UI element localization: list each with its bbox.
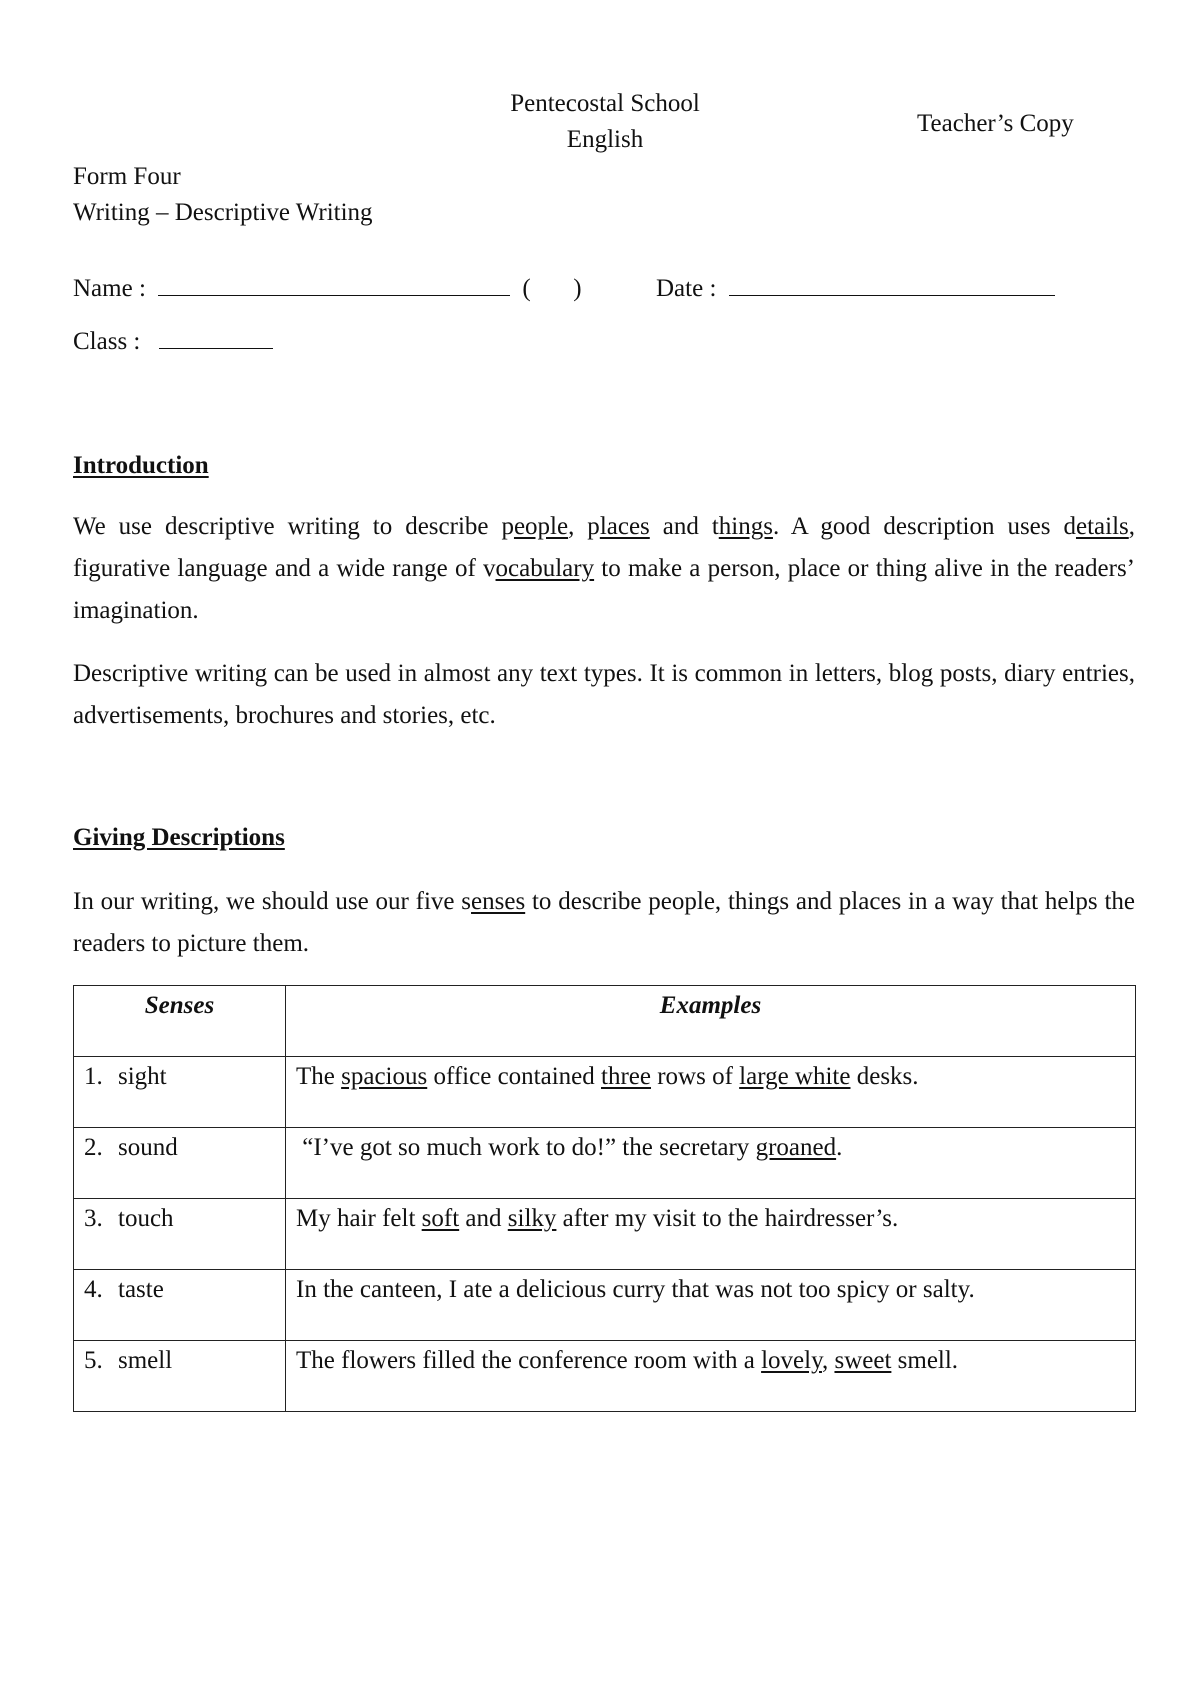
table-row — [74, 1341, 1136, 1412]
example-underlined-word: lovely — [761, 1347, 822, 1374]
example-text: , — [821, 1347, 835, 1374]
class-number-paren-close: ) — [573, 275, 582, 302]
sense-number: 2. — [84, 1134, 103, 1161]
form-label: Form Four — [73, 163, 181, 190]
example-text: “I’ve got so much work to do!” the secretary — [296, 1134, 756, 1161]
introduction-paragraph-1: We use descriptive writing to describe people, places and things. A good description uses details, figurative language and a wide range of vocabulary to make a person, place or thing alive in the readers’ imagination. — [73, 513, 1136, 624]
sense-cell — [74, 1341, 286, 1412]
example-text: The — [296, 1063, 342, 1090]
class-number-paren-open: ( — [522, 275, 531, 302]
example-cell — [286, 1199, 1136, 1270]
examples-column-header: Examples — [286, 986, 1136, 1057]
example-text: The flowers filled the conference room with a — [296, 1347, 762, 1374]
table-row — [74, 1057, 1136, 1128]
sense-name: taste — [118, 1276, 164, 1303]
sense-name: sound — [118, 1134, 178, 1161]
example-underlined-word: spacious — [341, 1063, 428, 1090]
sense-number: 3. — [84, 1205, 103, 1232]
sense-cell — [74, 1128, 286, 1199]
example-text: . — [836, 1134, 843, 1161]
example-text: My hair felt — [296, 1205, 422, 1232]
sense-name: smell — [118, 1347, 173, 1374]
senses-column-header: Senses — [74, 986, 286, 1057]
name-label: Name : — [73, 275, 146, 302]
table-row — [74, 1128, 1136, 1199]
example-text: desks. — [850, 1063, 919, 1090]
example-cell — [286, 1057, 1136, 1128]
name-field[interactable] — [73, 273, 582, 303]
example-text: smell. — [891, 1347, 959, 1374]
example-cell — [286, 1128, 1136, 1199]
table-row — [74, 1270, 1136, 1341]
example-text: and — [459, 1205, 508, 1232]
topic-label: Writing – Descriptive Writing — [73, 199, 373, 226]
class-label: Class : — [73, 328, 141, 355]
sense-number: 1. — [84, 1063, 103, 1090]
example-cell — [286, 1341, 1136, 1412]
date-field[interactable] — [656, 273, 1055, 303]
senses-table — [73, 985, 1136, 1412]
example-underlined-word: sweet — [834, 1347, 892, 1374]
example-text: rows of — [650, 1063, 740, 1090]
class-blank[interactable] — [159, 326, 273, 349]
example-cell — [286, 1270, 1136, 1341]
example-underlined-word: soft — [421, 1205, 460, 1232]
date-blank[interactable] — [729, 273, 1055, 296]
giving-descriptions-heading: Giving Descriptions — [73, 824, 285, 851]
date-label: Date : — [656, 275, 717, 302]
table-header-row — [74, 986, 1136, 1057]
subject-name: English — [566, 126, 644, 153]
sense-cell — [74, 1270, 286, 1341]
introduction-heading: Introduction — [73, 452, 209, 479]
class-field[interactable] — [73, 326, 273, 356]
name-blank[interactable] — [158, 273, 510, 296]
giving-descriptions-paragraph: In our writing, we should use our five senses to describe people, things and places in a way that helps the readers to picture them. — [73, 888, 1135, 957]
example-underlined-word: three — [601, 1063, 651, 1090]
introduction-paragraph-2: Descriptive writing can be used in almost any text types. It is common in letters, blog posts, diary entries, advertisements, brochures and stories, etc. — [73, 660, 1135, 729]
table-row — [74, 1199, 1136, 1270]
school-name: Pentecostal School — [510, 90, 700, 117]
example-underlined-word: silky — [507, 1205, 557, 1232]
example-text: after my visit to the hairdresser’s. — [556, 1205, 899, 1232]
sense-name: touch — [118, 1205, 174, 1232]
sense-number: 4. — [84, 1276, 103, 1303]
teacher-copy-label: Teacher’s Copy — [917, 110, 1074, 137]
example-underlined-word: groaned — [755, 1134, 837, 1161]
sense-number: 5. — [84, 1347, 103, 1374]
example-text: office contained — [427, 1063, 602, 1090]
sense-cell — [74, 1199, 286, 1270]
sense-name: sight — [118, 1063, 167, 1090]
example-text: In the canteen, I ate a delicious curry that was not too spicy or salty. — [296, 1276, 975, 1303]
example-underlined-word: large white — [739, 1063, 851, 1090]
sense-cell — [74, 1057, 286, 1128]
